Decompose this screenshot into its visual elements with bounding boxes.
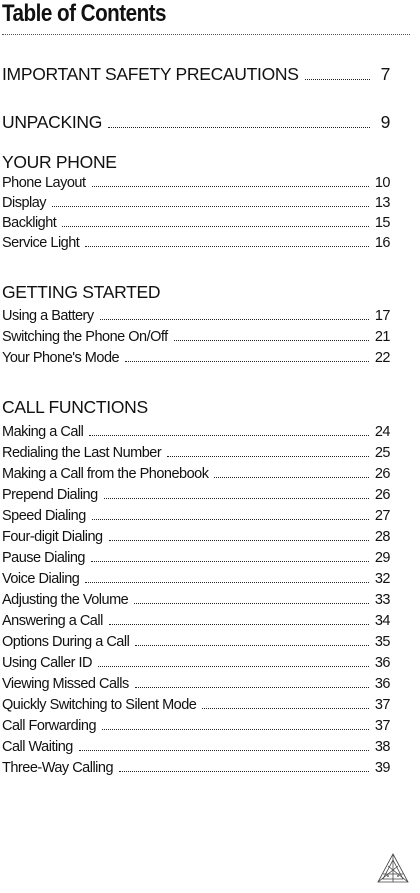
toc-entry-safety-precautions[interactable] xyxy=(2,64,390,85)
dot-leader xyxy=(79,750,369,751)
dot-leader xyxy=(134,603,369,604)
dot-leader xyxy=(104,498,369,499)
toc-entry-label: Four-digit Dialing xyxy=(2,529,103,545)
toc-entry[interactable] xyxy=(2,697,390,713)
toc-entry[interactable] xyxy=(2,613,390,629)
toc-entry-label: Speed Dialing xyxy=(2,508,86,524)
toc-entry-label: Backlight xyxy=(2,215,57,231)
section-heading-your-phone: YOUR PHONE xyxy=(2,152,117,172)
toc-entry-label: Display xyxy=(2,195,47,211)
dot-leader xyxy=(102,729,369,730)
toc-entry[interactable] xyxy=(2,175,390,191)
toc-entry[interactable] xyxy=(2,739,390,755)
dot-leader xyxy=(214,477,368,478)
toc-entry[interactable] xyxy=(2,350,390,366)
toc-page-number: 13 xyxy=(374,195,390,211)
toc-entry[interactable] xyxy=(2,760,390,776)
dot-leader xyxy=(109,540,369,541)
dot-leader xyxy=(91,561,369,562)
toc-page-number: 33 xyxy=(374,592,390,608)
toc-entry[interactable] xyxy=(2,508,390,524)
toc-entry-label: Switching the Phone On/Off xyxy=(2,329,168,345)
toc-page-number: 34 xyxy=(374,613,390,629)
toc-page-number: 29 xyxy=(374,550,390,566)
toc-entry-label: Viewing Missed Calls xyxy=(2,676,129,692)
dot-leader xyxy=(167,456,369,457)
toc-entry-label: Pause Dialing xyxy=(2,550,85,566)
section-heading-getting-started: GETTING STARTED xyxy=(2,282,161,302)
toc-entry[interactable] xyxy=(2,655,390,671)
toc-entry-unpacking[interactable] xyxy=(2,112,390,133)
toc-entry-label: Service Light xyxy=(2,235,80,251)
toc-page-number: 37 xyxy=(374,697,390,713)
dot-leader xyxy=(89,435,369,436)
toc-page-number: 26 xyxy=(374,487,390,503)
toc-page-number: 27 xyxy=(374,508,390,524)
toc-page-number: 9 xyxy=(380,112,390,132)
title-divider xyxy=(2,34,410,35)
toc-entry-label: Phone Layout xyxy=(2,175,86,191)
dot-leader xyxy=(135,687,369,688)
toc-entry-label: Your Phone's Mode xyxy=(2,350,120,366)
toc-entry[interactable] xyxy=(2,571,390,587)
dot-leader xyxy=(305,79,370,80)
toc-page-number: 37 xyxy=(374,718,390,734)
toc-entry[interactable] xyxy=(2,445,390,461)
toc-entry[interactable] xyxy=(2,329,390,345)
dot-leader xyxy=(125,361,369,362)
toc-page-number: 35 xyxy=(374,634,390,650)
dot-leader xyxy=(92,186,369,187)
toc-page-number: 7 xyxy=(380,64,390,84)
toc-entry-label: IMPORTANT SAFETY PRECAUTIONS xyxy=(2,64,299,84)
toc-entry[interactable] xyxy=(2,235,390,251)
dot-leader xyxy=(98,666,369,667)
dot-leader xyxy=(92,519,369,520)
toc-entry[interactable] xyxy=(2,592,390,608)
toc-entry[interactable] xyxy=(2,676,390,692)
dot-leader xyxy=(62,226,369,227)
toc-entry[interactable] xyxy=(2,424,390,440)
dot-leader xyxy=(100,319,369,320)
toc-page-number: 26 xyxy=(374,466,390,482)
toc-entry-label: Call Forwarding xyxy=(2,718,97,734)
toc-page-number: 38 xyxy=(374,739,390,755)
toc-entry[interactable] xyxy=(2,487,390,503)
toc-entry-label: Adjusting the Volume xyxy=(2,592,129,608)
toc-page-number: 22 xyxy=(374,350,390,366)
toc-page-number: 25 xyxy=(374,445,390,461)
toc-entry[interactable] xyxy=(2,718,390,734)
toc-entry-label: Options During a Call xyxy=(2,634,130,650)
toc-entry[interactable] xyxy=(2,529,390,545)
dot-leader xyxy=(85,582,369,583)
dot-leader xyxy=(174,340,369,341)
dot-leader xyxy=(108,127,370,128)
toc-entry-label: Using Caller ID xyxy=(2,655,92,671)
toc-page-number: 16 xyxy=(374,235,390,251)
toc-entry[interactable] xyxy=(2,195,390,211)
section-heading-call-functions: CALL FUNCTIONS xyxy=(2,397,148,417)
toc-entry-label: UNPACKING xyxy=(2,112,103,132)
toc-entry[interactable] xyxy=(2,634,390,650)
dot-leader xyxy=(85,246,369,247)
toc-entry[interactable] xyxy=(2,215,390,231)
toc-entry-label: Prepend Dialing xyxy=(2,487,98,503)
toc-entry-label: Making a Call xyxy=(2,424,84,440)
toc-page-number: 32 xyxy=(374,571,390,587)
toc-entry-label: Redialing the Last Number xyxy=(2,445,162,461)
toc-page-number: 24 xyxy=(374,424,390,440)
toc-page-number: 15 xyxy=(374,215,390,231)
dot-leader xyxy=(135,645,369,646)
toc-entry-label: Three-Way Calling xyxy=(2,760,114,776)
dot-leader xyxy=(109,624,369,625)
toc-entry-label: Call Waiting xyxy=(2,739,73,755)
toc-page-number: 28 xyxy=(374,529,390,545)
page-title: Table of Contents xyxy=(2,0,166,27)
toc-entry[interactable] xyxy=(2,550,390,566)
toc-entry[interactable] xyxy=(2,466,390,482)
toc-entry-label: Answering a Call xyxy=(2,613,103,629)
toc-entry-label: Quickly Switching to Silent Mode xyxy=(2,697,197,713)
toc-entry-label: Using a Battery xyxy=(2,308,94,324)
toc-page-number: 36 xyxy=(374,655,390,671)
toc-page-number: 21 xyxy=(374,329,390,345)
toc-entry-label: Making a Call from the Phonebook xyxy=(2,466,209,482)
dot-leader xyxy=(202,708,369,709)
toc-entry[interactable] xyxy=(2,308,390,324)
toc-entry-label: Voice Dialing xyxy=(2,571,80,587)
toc-page-number: 36 xyxy=(374,676,390,692)
brand-logo-icon xyxy=(376,852,410,886)
toc-page-number: 39 xyxy=(374,760,390,776)
toc-page-number: 10 xyxy=(374,175,390,191)
toc-page-number: 17 xyxy=(374,308,390,324)
dot-leader xyxy=(119,771,369,772)
dot-leader xyxy=(52,206,369,207)
